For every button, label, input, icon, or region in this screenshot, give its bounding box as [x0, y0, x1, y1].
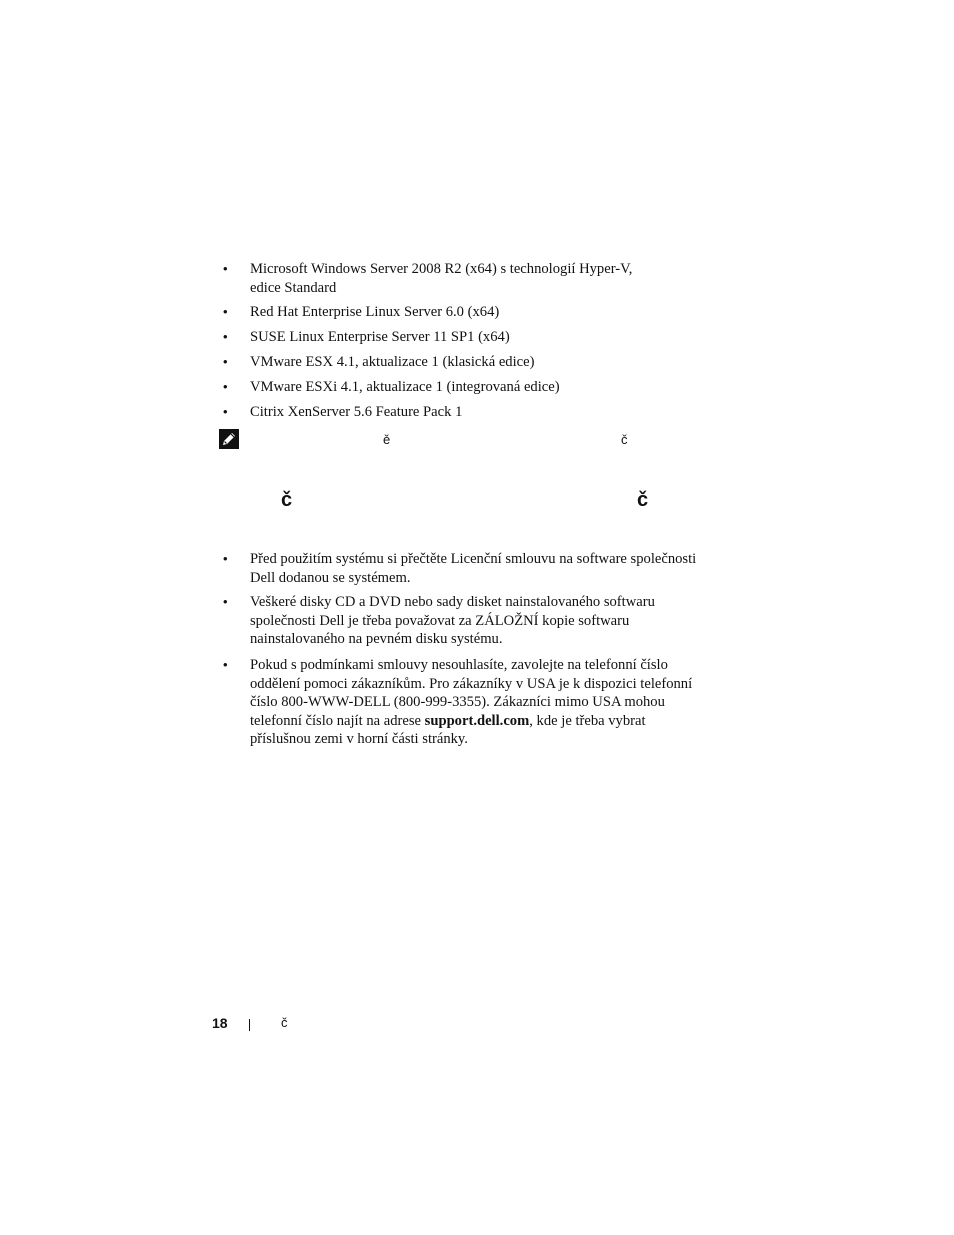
list-item: • Citrix XenServer 5.6 Feature Pack 1: [223, 404, 463, 420]
bullet-glyph: •: [223, 261, 228, 276]
list-item: • Veškeré disky CD a DVD nebo sady disket nainstalovaného softwaru společnosti Dell je třeba považovat za ZÁLOŽNÍ kopie softwaru nainstalovaného na pevném disku systému.: [223, 594, 655, 648]
list-item: • Red Hat Enterprise Linux Server 6.0 (x64): [223, 304, 500, 320]
support-link[interactable]: support.dell.com: [424, 712, 530, 729]
bullet-glyph: •: [223, 657, 228, 672]
footer-text: č: [281, 1015, 288, 1030]
note-text-fragment: ě: [383, 432, 391, 447]
bullet-glyph: •: [223, 594, 228, 609]
list-item: • Před použitím systému si přečtěte Licenční smlouvu na software společnosti Dell dodanou se systémem.: [223, 551, 697, 586]
note-text-fragment: č: [621, 432, 628, 447]
section-heading-fragment: č: [281, 489, 293, 511]
section-heading-fragment: č: [637, 489, 649, 511]
bullet-glyph: •: [223, 329, 228, 344]
bullet-glyph: •: [223, 404, 228, 419]
list-item: • VMware ESXi 4.1, aktualizace 1 (integrovaná edice): [223, 379, 560, 395]
note-pencil-icon: [219, 429, 239, 449]
list-item: • Microsoft Windows Server 2008 R2 (x64) s technologií Hyper-V, edice Standard: [223, 261, 633, 296]
list-item: • VMware ESX 4.1, aktualizace 1 (klasická edice): [223, 354, 535, 370]
bullet-glyph: •: [223, 551, 228, 566]
list-item: • SUSE Linux Enterprise Server 11 SP1 (x64): [223, 329, 510, 345]
bullet-glyph: •: [223, 354, 228, 369]
footer-divider: [249, 1019, 250, 1031]
bullet-glyph: •: [223, 304, 228, 319]
bullet-glyph: •: [223, 379, 228, 394]
page-number: 18: [212, 1015, 228, 1031]
list-item: • Pokud s podmínkami smlouvy nesouhlasíte, zavolejte na telefonní číslo oddělení pomoci zákazníkům. Pro zákazníky v USA je k dispozici telefonní číslo 800-WWW-DELL (800-999-3355). Zákazníci mimo USA mohou telefonní číslo najít na adrese support.dell.com, kde je třeba vybrat příslušnou zemi v horní části stránky.: [223, 657, 693, 748]
